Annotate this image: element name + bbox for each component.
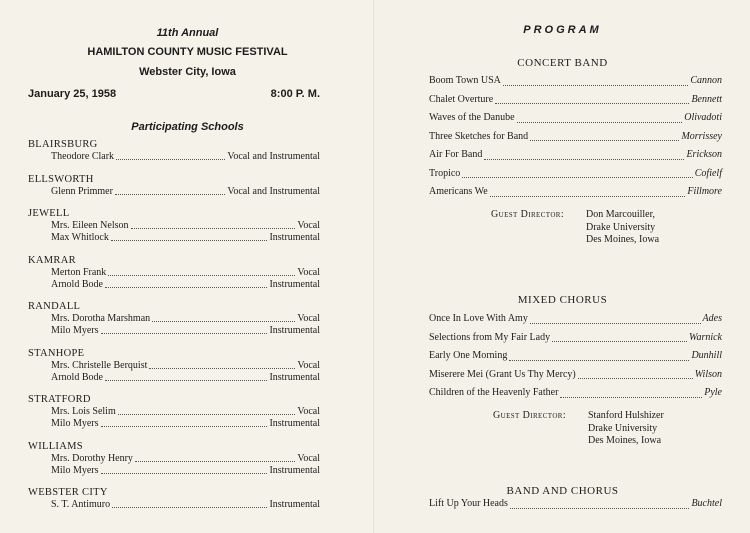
director-role: Vocal: [297, 359, 320, 371]
director-name: Arnold Bode: [51, 371, 103, 383]
school-block-blairsburg: [28, 139, 320, 163]
guest-director-line: Des Moines, Iowa: [588, 435, 662, 446]
director-name: Arnold Bode: [51, 278, 103, 290]
director-row: [51, 267, 320, 279]
director-name: Merton Frank: [51, 266, 107, 278]
leader-dots: [112, 506, 267, 508]
director-row: [51, 232, 320, 244]
school-name: WILLIAMS: [28, 440, 83, 452]
director-name: Glenn Primmer: [51, 185, 113, 197]
festival-title: HAMILTON COUNTY MUSIC FESTIVAL: [87, 46, 288, 58]
composer-name: Dunhill: [691, 350, 722, 361]
director-name: Milo Myers: [51, 464, 99, 476]
piece-title: Children of the Heavenly Father: [429, 387, 559, 398]
school-name: WEBSTER CITY: [28, 487, 108, 498]
leader-dots: [116, 158, 225, 160]
leader-dots: [462, 176, 692, 178]
composer-name: Buchtel: [691, 498, 722, 509]
school-name: KAMRAR: [28, 254, 76, 266]
piece-title: Tropico: [429, 167, 461, 179]
concert-band-list: [429, 72, 722, 202]
guest-director-band: [375, 209, 750, 249]
program-row: [429, 495, 722, 514]
school-name: JEWELL: [28, 208, 70, 219]
program-row: [429, 128, 722, 147]
director-role: Vocal: [297, 313, 320, 324]
composer-name: Fillmore: [687, 186, 722, 197]
leader-dots: [495, 102, 689, 104]
composer-name: Pyle: [704, 387, 722, 398]
director-row: [51, 406, 320, 418]
piece-title: Chalet Overture: [429, 93, 494, 105]
piece-title: Early One Morning: [429, 350, 508, 361]
guest-director-line: Stanford Hulshizer: [588, 410, 664, 421]
director-role: Vocal: [297, 452, 320, 464]
director-role: Vocal: [297, 266, 320, 278]
leader-dots: [490, 195, 686, 197]
leader-dots: [530, 139, 679, 141]
director-role: Instrumental: [269, 371, 320, 383]
composer-name: Cannon: [690, 75, 722, 86]
piece-title: Boom Town USA: [429, 75, 501, 86]
guest-director-line: Don Marcouiller,: [586, 209, 656, 220]
composer-name: Bennett: [691, 93, 722, 105]
leader-dots: [105, 286, 268, 288]
director-name: Theodore Clark: [51, 151, 115, 162]
program-row: [429, 366, 722, 385]
leader-dots: [101, 472, 268, 474]
festival-location: Webster City, Iowa: [139, 66, 236, 78]
leader-dots: [152, 320, 295, 322]
leader-dots: [530, 322, 701, 324]
leader-dots: [560, 396, 702, 398]
band-and-chorus-title: BAND AND CHORUS: [506, 485, 619, 497]
composer-name: Wilson: [694, 368, 722, 380]
program-row: [429, 310, 722, 329]
director-name: Mrs. Dorotha Marshman: [51, 313, 151, 324]
festival-date: January 25, 1958: [28, 88, 117, 100]
director-row: [51, 279, 320, 291]
director-row: [51, 499, 320, 511]
director-role: Instrumental: [269, 232, 320, 243]
leader-dots: [509, 359, 689, 361]
program-row: [429, 384, 722, 403]
school-name: STANHOPE: [28, 347, 85, 359]
school-block-stratford: [28, 394, 320, 430]
composer-name: Ades: [702, 313, 722, 324]
leader-dots: [517, 121, 683, 123]
schools-heading: Participating Schools: [131, 121, 244, 133]
director-name: Mrs. Eileen Nelson: [51, 220, 129, 231]
school-block-webster-city: [28, 487, 320, 511]
director-role: Instrumental: [269, 278, 320, 290]
guest-director-label: Guest Director:: [491, 209, 565, 220]
piece-title: Once In Love With Amy: [429, 313, 528, 324]
piece-title: Americans We: [429, 186, 488, 197]
program-row: [429, 146, 722, 165]
director-row: [51, 220, 320, 232]
program-row: [429, 72, 722, 91]
leader-dots: [552, 340, 687, 342]
school-list: [28, 139, 320, 522]
director-name: S. T. Antimuro: [51, 499, 111, 510]
composer-name: Erickson: [686, 149, 722, 160]
right-page: [375, 0, 750, 533]
director-role: Vocal and Instrumental: [227, 151, 320, 162]
leader-dots: [111, 239, 268, 241]
director-row: [51, 465, 320, 477]
director-role: Vocal and Instrumental: [227, 185, 320, 197]
composer-name: Cofielf: [694, 167, 722, 179]
program-row: [429, 347, 722, 366]
director-row: [51, 325, 320, 337]
director-name: Mrs. Dorothy Henry: [51, 452, 133, 464]
school-block-ellsworth: [28, 174, 320, 198]
leader-dots: [101, 332, 268, 334]
director-role: Instrumental: [269, 499, 320, 510]
annual-label: 11th Annual: [156, 27, 219, 39]
school-name: STRATFORD: [28, 394, 91, 405]
program-heading: PROGRAM: [523, 24, 602, 36]
director-name: Mrs. Christelle Berquist: [51, 359, 148, 371]
leader-dots: [131, 227, 296, 229]
leader-dots: [105, 379, 268, 381]
guest-director-line: Drake University: [586, 221, 656, 233]
leader-dots: [115, 193, 225, 195]
leader-dots: [510, 507, 690, 509]
director-row: [51, 360, 320, 372]
piece-title: Lift Up Your Heads: [429, 498, 508, 509]
director-row: [51, 151, 320, 163]
program-row: [429, 109, 722, 128]
director-row: [51, 313, 320, 325]
piece-title: Three Sketches for Band: [429, 130, 529, 142]
mixed-chorus-title: MIXED CHORUS: [517, 294, 608, 306]
leader-dots: [578, 377, 693, 379]
festival-time: 8:00 P. M.: [270, 88, 320, 100]
leader-dots: [108, 274, 295, 276]
director-role: Vocal: [297, 220, 320, 231]
leader-dots: [118, 413, 296, 415]
school-name: BLAIRSBURG: [28, 139, 98, 150]
school-name: RANDALL: [28, 301, 81, 312]
guest-director-chorus: [375, 410, 750, 450]
director-role: Instrumental: [269, 464, 320, 476]
program-row: [429, 183, 722, 202]
guest-director-line: Des Moines, Iowa: [586, 234, 660, 245]
director-row: [51, 372, 320, 384]
director-role: Vocal: [297, 406, 320, 417]
piece-title: Waves of the Danube: [429, 112, 515, 123]
concert-band-title: CONCERT BAND: [517, 57, 608, 69]
program-row: [429, 329, 722, 348]
school-block-randall: [28, 301, 320, 337]
leader-dots: [135, 460, 295, 462]
guest-director-line: Drake University: [588, 422, 658, 434]
director-name: Max Whitlock: [51, 232, 109, 243]
director-role: Instrumental: [269, 418, 320, 429]
director-role: Instrumental: [269, 325, 320, 336]
composer-name: Warnick: [689, 331, 722, 343]
director-name: Milo Myers: [51, 325, 99, 336]
director-name: Mrs. Lois Selim: [51, 406, 116, 417]
school-block-kamrar: [28, 255, 320, 291]
school-block-williams: [28, 441, 320, 477]
director-row: [51, 186, 320, 198]
school-name: ELLSWORTH: [28, 173, 94, 185]
composer-name: Morrissey: [681, 130, 722, 142]
leader-dots: [101, 425, 268, 427]
program-row: [429, 91, 722, 110]
leader-dots: [484, 158, 684, 160]
school-block-stanhope: [28, 348, 320, 384]
leader-dots: [503, 84, 688, 86]
composer-name: Olivadoti: [684, 112, 722, 123]
guest-director-label: Guest Director:: [493, 410, 567, 421]
school-block-jewell: [28, 208, 320, 244]
leader-dots: [149, 367, 295, 369]
program-row: [429, 165, 722, 184]
director-row: [51, 418, 320, 430]
mixed-chorus-list: [429, 310, 722, 403]
piece-title: Air For Band: [429, 149, 483, 160]
director-row: [51, 453, 320, 465]
piece-title: Miserere Mei (Grant Us Thy Mercy): [429, 368, 576, 380]
band-and-chorus-list: [429, 495, 722, 514]
director-name: Milo Myers: [51, 418, 99, 429]
piece-title: Selections from My Fair Lady: [429, 331, 551, 343]
